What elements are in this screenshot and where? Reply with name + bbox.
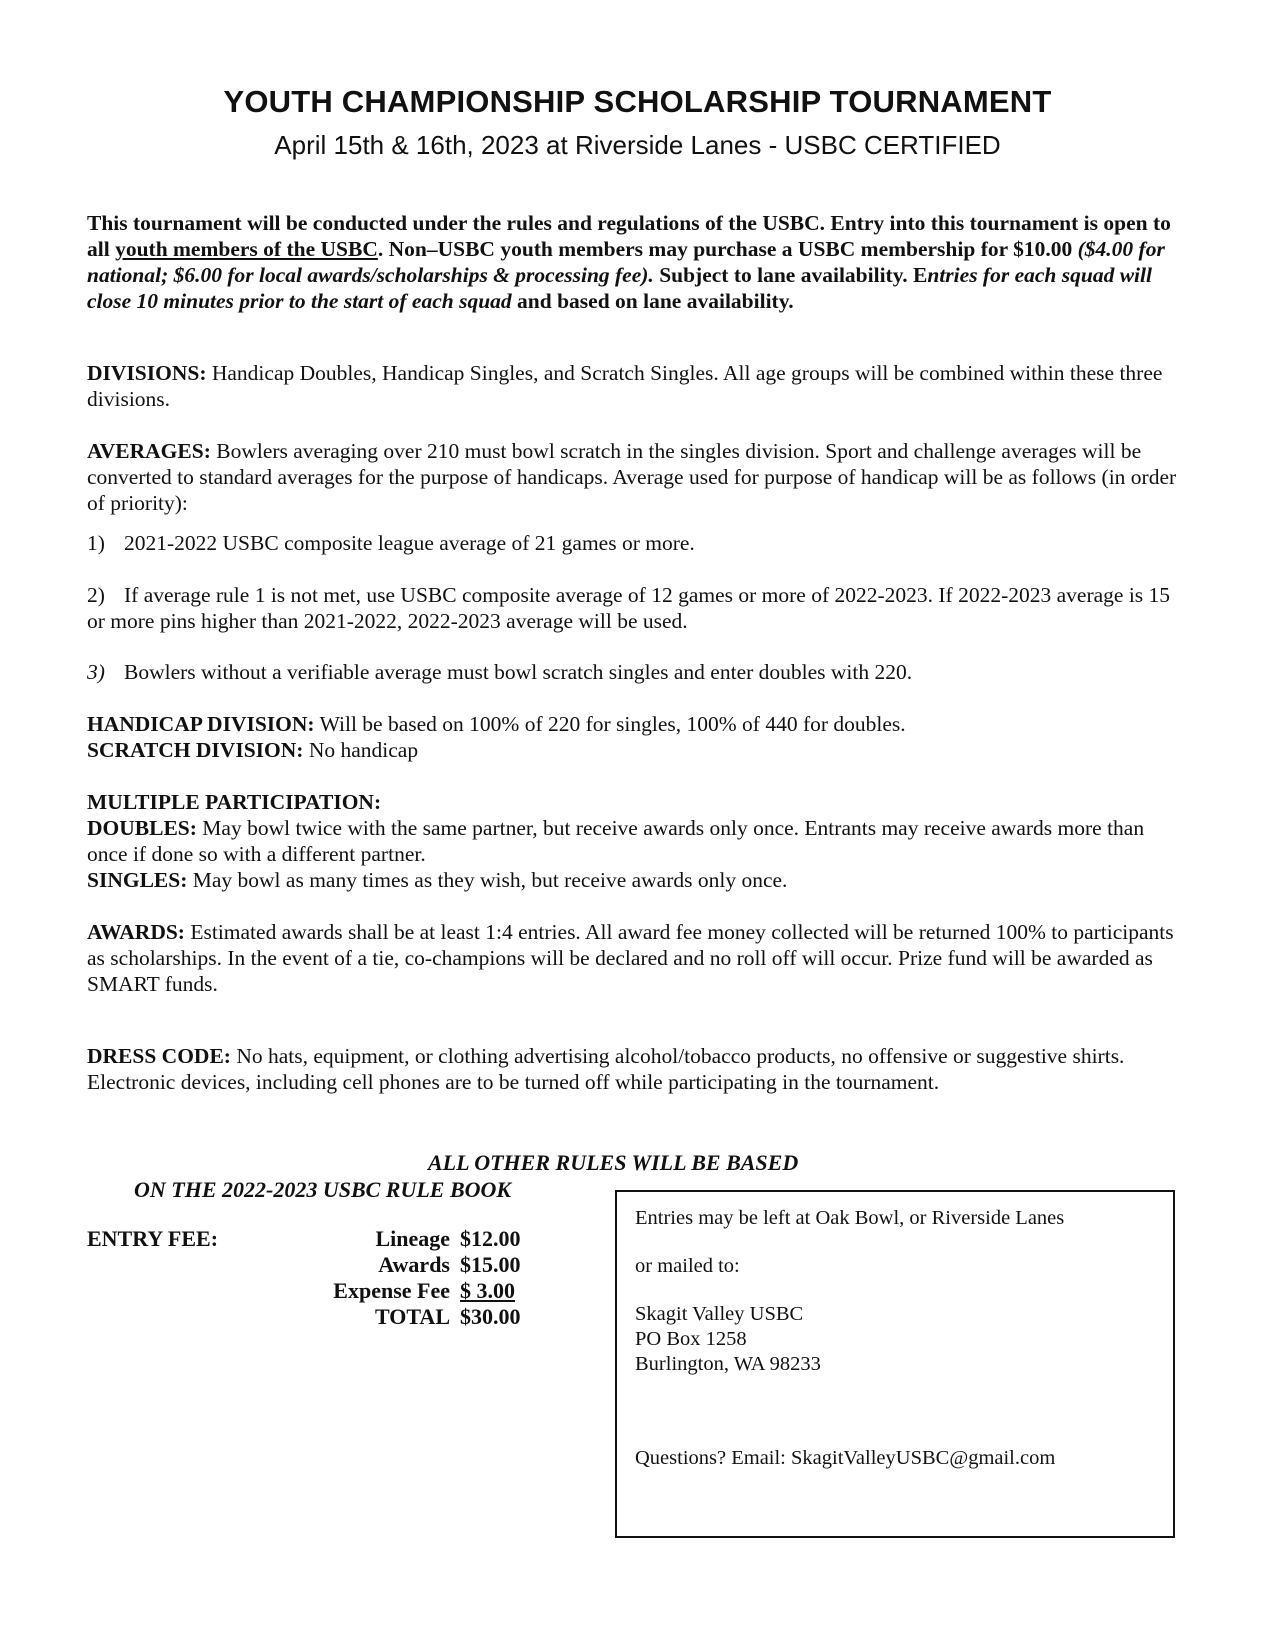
fee-row-lineage: [300, 1226, 540, 1252]
rule-text: If average rule 1 is not met, use USBC composite average of 12 games or more of 2022-2023. If 2022-2023 average is 15 or more pins higher than 2021-2022, 2022-2023 average will be used.: [87, 583, 1171, 633]
handicap-label: HANDICAP DIVISION:: [87, 712, 315, 736]
average-rule-3: [87, 659, 1187, 685]
intro-paragraph: [87, 210, 1187, 314]
scratch-text: No handicap: [303, 738, 419, 762]
doubles-rule: [87, 815, 1187, 867]
intro-fee-breakdown: ($4.00 for national; $6.00 for local awards/scholarships & processing fee).: [87, 237, 1165, 287]
dress-code-text: No hats, equipment, or clothing advertising alcohol/tobacco products, no offensive or suggestive shirts. Electronic devices, including cell phones are to be turned off while participating in the tournament.: [87, 1044, 1125, 1094]
intro-text-1: This tournament will be conducted under the rules and regulations of the USBC. Entry into this tournament is open to all: [87, 211, 1171, 261]
averages-section: [87, 438, 1187, 516]
fee-amount: $ 3.00: [460, 1278, 515, 1303]
fee-amount: $12.00: [460, 1226, 521, 1251]
rule-number: 1): [87, 531, 105, 555]
averages-text: Bowlers averaging over 210 must bowl scratch in the singles division. Sport and challenge averages will be converted to standard averages for the purpose of handicaps. Average used for purpose of handicap will be as follows (in order of priority):: [87, 439, 1177, 515]
mailed-to: or mailed to:: [635, 1255, 740, 1277]
rules-note-line-1: ALL OTHER RULES WILL BE BASED: [428, 1150, 799, 1175]
divisions-section: [87, 360, 1187, 412]
rule-number: 2): [87, 583, 105, 607]
fee-amount: $15.00: [460, 1252, 521, 1277]
rule-text: Bowlers without a verifiable average must bowl scratch singles and enter doubles with 220.: [124, 660, 913, 684]
entries-drop-off: Entries may be left at Oak Bowl, or Riverside Lanes: [635, 1207, 1065, 1229]
singles-rule: [87, 867, 1187, 893]
divisions-label: DIVISIONS:: [87, 361, 207, 385]
fee-amount: $30.00: [460, 1304, 521, 1329]
intro-text-4: and based on lane availability.: [511, 289, 794, 313]
averages-label: AVERAGES:: [87, 439, 211, 463]
fee-name: Expense Fee: [333, 1278, 450, 1303]
intro-text-2: . Non–USBC youth members may purchase a USBC membership for $10.00: [377, 237, 1078, 261]
awards-label: AWARDS:: [87, 920, 185, 944]
fee-row-total: [300, 1304, 540, 1330]
average-rule-2: [87, 582, 1187, 634]
multiple-heading: MULTIPLE PARTICIPATION:: [87, 790, 382, 814]
handicap-text: Will be based on 100% of 220 for singles, 100% of 440 for doubles.: [314, 712, 906, 736]
handicap-section: [87, 711, 1187, 737]
entry-fee-label: ENTRY FEE:: [87, 1226, 219, 1251]
mail-address-2: Burlington, WA 98233: [635, 1353, 821, 1375]
fee-name: Lineage: [375, 1226, 450, 1251]
entry-fee-table: [300, 1226, 540, 1330]
document-subtitle: April 15th & 16th, 2023 at Riverside Lanes - USBC CERTIFIED: [274, 130, 1001, 160]
dress-code-section: [87, 1043, 1187, 1095]
divisions-text: Handicap Doubles, Handicap Singles, and Scratch Singles. All age groups will be combined within these three divisions.: [87, 361, 1163, 411]
scratch-label: SCRATCH DIVISION:: [87, 738, 304, 762]
awards-text: Estimated awards shall be at least 1:4 entries. All award fee money collected will be returned 100% to participants as scholarships. In the event of a tie, co-champions will be declared and no roll off will occur. Prize fund will be awarded as SMART funds.: [87, 920, 1174, 996]
document-title: YOUTH CHAMPIONSHIP SCHOLARSHIP TOURNAMENT: [223, 84, 1052, 119]
fee-row-awards: [300, 1252, 540, 1278]
multiple-participation-section: [87, 789, 1187, 893]
youth-members-link[interactable]: youth members of the USBC: [115, 237, 378, 261]
mail-address-1: PO Box 1258: [635, 1328, 747, 1350]
intro-text-3: Subject to lane availability. E: [653, 263, 928, 287]
doubles-label: DOUBLES:: [87, 816, 197, 840]
entry-info-box: [615, 1190, 1175, 1538]
average-rule-1: [87, 530, 1187, 556]
dress-code-label: DRESS CODE:: [87, 1044, 231, 1068]
questions-email[interactable]: Questions? Email: SkagitValleyUSBC@gmail.com: [635, 1447, 1056, 1469]
singles-label: SINGLES:: [87, 868, 188, 892]
doubles-text: May bowl twice with the same partner, but receive awards only once. Entrants may receive awards more than once if done so with a different partner.: [87, 816, 1145, 866]
rule-number: 3): [87, 660, 105, 684]
awards-section: [87, 919, 1187, 997]
intro-squad-close: ntries for each squad will close 10 minutes prior to the start of each squad: [87, 263, 1152, 313]
scratch-section: [87, 737, 1187, 763]
fee-name: TOTAL: [375, 1304, 450, 1329]
fee-name: Awards: [378, 1252, 450, 1277]
rule-text: 2021-2022 USBC composite league average of 21 games or more.: [124, 531, 695, 555]
singles-text: May bowl as many times as they wish, but receive awards only once.: [187, 868, 788, 892]
rules-note-line-2: ON THE 2022-2023 USBC RULE BOOK: [134, 1177, 512, 1202]
fee-row-expense: [300, 1278, 540, 1304]
mail-org: Skagit Valley USBC: [635, 1303, 804, 1325]
